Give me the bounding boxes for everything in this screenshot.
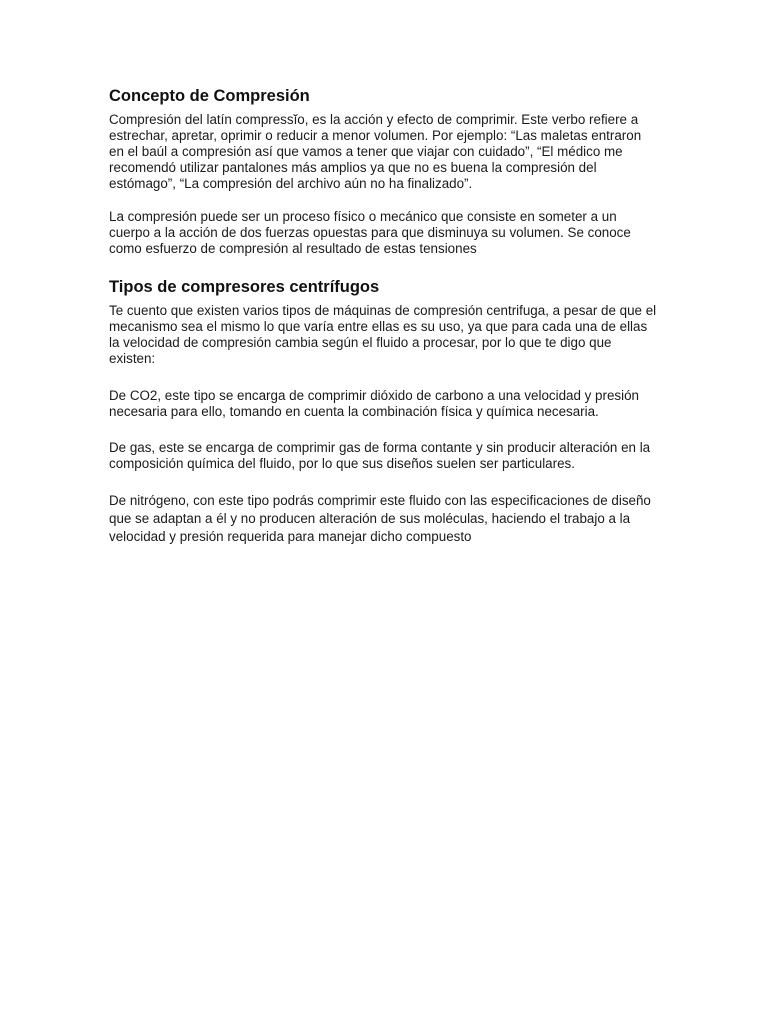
document-page <box>109 86 657 546</box>
section-title-tipos: Tipos de compresores centrífugos <box>109 278 380 296</box>
paragraph-proceso-fisico: La compresión puede ser un proceso físico o mecánico que consiste en someter a un cuerpo a la acción de dos fuerzas opuestas para que disminuya su volumen. Se conoce como esfuerzo de compresión al resultado de estas tensiones <box>109 209 631 256</box>
paragraph-nitrogeno: De nitrógeno, con este tipo podrás comprimir este fluido con las especificaciones de diseño que se adaptan a él y no producen alteración de sus moléculas, haciendo el trabajo a la velocidad y presión requerida para manejar dicho compuesto <box>109 493 651 544</box>
section-title-concepto: Concepto de Compresión <box>109 87 310 105</box>
paragraph-definicion: Compresión del latín compressĭo, es la acción y efecto de comprimir. Este verbo refiere a estrechar, apretar, oprimir o reducir a menor volumen. Por ejemplo: “Las maletas entraron en el baúl a compresión así que vamos a tener que viajar con cuidado”, “El médico me recomendó utilizar pantalones más amplios ya que no es buena la compresión del estómago”, “La compresión del archivo aún no ha finalizado”. <box>109 112 642 191</box>
paragraph-intro-tipos: Te cuento que existen varios tipos de máquinas de compresión centrifuga, a pesar de que el mecanismo sea el mismo lo que varía entre ellas es su uso, ya que para cada una de ellas la velocidad de compresión cambia según el fluido a procesar, por lo que te digo que existen: <box>109 303 657 366</box>
paragraph-gas: De gas, este se encarga de comprimir gas de forma contante y sin producir alteración en la composición química del fluido, por lo que sus diseños suelen ser particulares. <box>109 440 651 471</box>
paragraph-co2: De CO2, este tipo se encarga de comprimir dióxido de carbono a una velocidad y presión necesaria para ello, tomando en cuenta la combinación física y química necesaria. <box>109 388 639 419</box>
